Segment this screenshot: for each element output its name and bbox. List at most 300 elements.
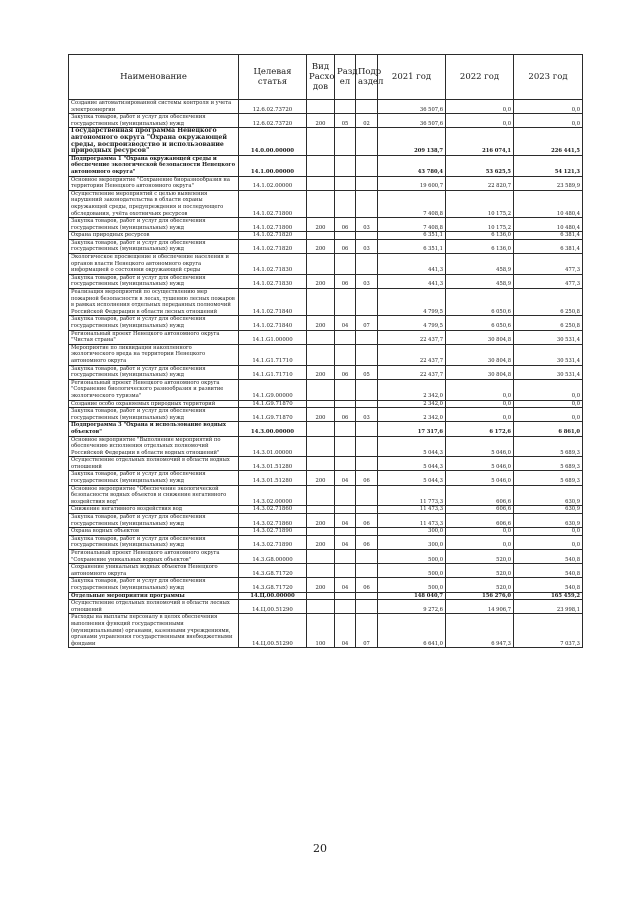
row-value-2021: 500,0 [378,550,446,564]
table-row [69,422,583,436]
row-subsection: 06 [356,578,378,592]
row-expense-kind [307,176,335,190]
col-header-target: Целевая статья [239,55,307,100]
row-value-2022: 6 050,6 [446,316,514,330]
row-name: Сохранение уникальных водных объектов Ненецкого автономного округа [69,564,239,578]
row-value-2021: 5 044,3 [378,471,446,485]
table-row [69,471,583,485]
table-row [69,578,583,592]
row-value-2021: 5 044,3 [378,436,446,457]
row-value-2022: 10 175,2 [446,218,514,232]
row-target-article: 14.3.G8.00000 [239,550,307,564]
row-subsection [356,155,378,176]
row-target-article: 14.1.02.71840 [239,289,307,316]
row-target-article: 14.3.00.00000 [239,422,307,436]
row-expense-kind [307,128,335,155]
row-value-2021: 2 342,0 [378,379,446,400]
row-target-article: 14.3.02.71860 [239,514,307,528]
row-target-article: 14.1.02.71800 [239,190,307,217]
row-value-2023: 6 381,4 [514,239,583,253]
row-section: 06 [335,239,356,253]
table-row [69,535,583,549]
row-subsection [356,457,378,471]
col-header-section: Разд ел [335,55,356,100]
row-subsection: 03 [356,274,378,288]
row-expense-kind [307,379,335,400]
row-value-2023: 477,3 [514,254,583,275]
row-value-2021: 43 780,4 [378,155,446,176]
row-subsection: 05 [356,365,378,379]
row-section: 06 [335,218,356,232]
row-expense-kind: 200 [307,535,335,549]
table-row [69,436,583,457]
row-section [335,564,356,578]
table-row [69,457,583,471]
row-value-2021: 17 317,6 [378,422,446,436]
table-row [69,614,583,648]
row-name: Региональный проект Ненецкого автономного округа "Сохранение биологического разнообразия и развитие экологического туризма" [69,379,239,400]
row-value-2022: 6 050,6 [446,289,514,316]
table-row [69,506,583,514]
row-value-2021: 22 437,7 [378,344,446,365]
row-value-2023: 630,9 [514,485,583,506]
table-row [69,400,583,408]
row-section [335,550,356,564]
row-value-2023: 10 480,4 [514,190,583,217]
col-header-2022: 2022 год [446,55,514,100]
row-value-2023: 5 689,3 [514,436,583,457]
row-value-2022: 30 804,8 [446,344,514,365]
row-subsection [356,232,378,240]
row-value-2021: 441,3 [378,274,446,288]
row-subsection [356,485,378,506]
table-row [69,485,583,506]
row-subsection [356,190,378,217]
row-value-2021: 7 408,8 [378,190,446,217]
row-name: Закупка товаров, работ и услуг для обеспечения государственных (муниципальных) нужд [69,471,239,485]
row-value-2022: 10 175,2 [446,190,514,217]
table-row [69,232,583,240]
row-value-2023: 6 250,8 [514,289,583,316]
row-target-article: 14.0.00.00000 [239,128,307,155]
row-section: 04 [335,514,356,528]
table-row [69,550,583,564]
row-expense-kind: 200 [307,218,335,232]
row-value-2021: 9 272,6 [378,600,446,614]
row-name: Региональный проект Ненецкого автономного округа "Сохранение уникальных водных объектов" [69,550,239,564]
row-value-2023: 630,9 [514,514,583,528]
row-value-2021: 11 473,3 [378,514,446,528]
row-target-article: 14.3.02.71860 [239,506,307,514]
row-value-2023: 30 531,4 [514,330,583,344]
table-row [69,528,583,536]
row-value-2022: 0,0 [446,114,514,128]
row-target-article: 14.3.02.71890 [239,535,307,549]
row-expense-kind [307,485,335,506]
table-row [69,600,583,614]
row-subsection [356,379,378,400]
row-expense-kind [307,190,335,217]
row-value-2021: 36 507,6 [378,100,446,114]
row-name: Создание автоматизированной системы контроля и учета электроэнергии [69,100,239,114]
row-value-2021: 22 437,7 [378,330,446,344]
row-value-2022: 156 276,0 [446,592,514,600]
row-section [335,528,356,536]
row-name: Закупка товаров, работ и услуг для обеспечения государственных (муниципальных) нужд [69,274,239,288]
row-value-2022: 0,0 [446,408,514,422]
row-target-article: 14.Ц.00.51290 [239,614,307,648]
row-name: Подпрограмма 3 "Охрана и использование водных объектов" [69,422,239,436]
row-expense-kind [307,550,335,564]
row-subsection [356,128,378,155]
row-target-article: 14.1.G9.71870 [239,408,307,422]
row-value-2022: 0,0 [446,379,514,400]
row-name: Закупка товаров, работ и услуг для обеспечения государственных (муниципальных) нужд [69,365,239,379]
row-section [335,254,356,275]
row-name: Отдельные мероприятия программы [69,592,239,600]
row-target-article: 14.1.02.71840 [239,316,307,330]
row-value-2023: 477,3 [514,274,583,288]
row-value-2023: 6 381,4 [514,232,583,240]
row-expense-kind [307,400,335,408]
row-value-2022: 6 172,6 [446,422,514,436]
row-section: 06 [335,274,356,288]
row-value-2021: 19 600,7 [378,176,446,190]
table-row [69,316,583,330]
row-subsection [356,254,378,275]
row-expense-kind: 200 [307,365,335,379]
col-header-kind: Вид Расхо дов [307,55,335,100]
row-expense-kind [307,564,335,578]
table-row [69,379,583,400]
row-subsection [356,422,378,436]
row-subsection [356,176,378,190]
row-subsection [356,344,378,365]
row-value-2022: 520,0 [446,578,514,592]
row-name: Закупка товаров, работ и услуг для обеспечения государственных (муниципальных) нужд [69,239,239,253]
row-target-article: 14.1.02.71800 [239,218,307,232]
row-subsection [356,506,378,514]
row-value-2023: 5 689,3 [514,471,583,485]
row-target-article: 14.1.G1.71710 [239,344,307,365]
row-value-2021: 441,3 [378,254,446,275]
row-value-2023: 226 441,5 [514,128,583,155]
row-section: 04 [335,578,356,592]
row-expense-kind [307,289,335,316]
row-name: Закупка товаров, работ и услуг для обеспечения государственных (муниципальных) нужд [69,114,239,128]
row-expense-kind: 200 [307,239,335,253]
row-name: Мероприятие по ликвидации накопленного экологического вреда на территории Ненецкого автономного округа [69,344,239,365]
row-section [335,600,356,614]
row-section [335,330,356,344]
row-name: Осуществление мероприятий с целью выявления нарушений законодательства в области охраны окружающей среды, предупреждения и последующего обследования, учёта охотничьих ресурсов [69,190,239,217]
row-expense-kind: 200 [307,316,335,330]
row-value-2023: 0,0 [514,400,583,408]
row-name: Экологическое просвещение и обеспечение населения и органов власти Ненецкого автономного округа информацией о состоянии окружающей среды [69,254,239,275]
row-value-2023: 30 531,4 [514,365,583,379]
row-section [335,128,356,155]
row-value-2023: 630,9 [514,506,583,514]
row-expense-kind [307,330,335,344]
row-target-article: 14.3.01.51280 [239,457,307,471]
row-target-article: 14.3.02.71890 [239,528,307,536]
row-subsection [356,330,378,344]
row-value-2022: 606,6 [446,514,514,528]
row-value-2023: 540,8 [514,564,583,578]
table-row [69,190,583,217]
row-value-2021: 2 342,0 [378,408,446,422]
row-section [335,592,356,600]
row-value-2021: 300,0 [378,535,446,549]
row-expense-kind: 200 [307,578,335,592]
row-value-2021: 36 507,6 [378,114,446,128]
table-row [69,176,583,190]
row-value-2022: 30 804,8 [446,365,514,379]
row-target-article: 14.1.02.71820 [239,232,307,240]
row-expense-kind: 200 [307,408,335,422]
row-name: Создание особо охраняемых природных территорий [69,400,239,408]
row-subsection [356,600,378,614]
row-value-2023: 0,0 [514,100,583,114]
row-target-article: 14.1.00.00000 [239,155,307,176]
table-row [69,344,583,365]
row-section: 04 [335,535,356,549]
row-name: Охрана природных ресурсов [69,232,239,240]
table-row [69,254,583,275]
row-value-2021: 11 773,3 [378,485,446,506]
table-row [69,274,583,288]
table-header-row [69,55,583,100]
row-value-2021: 300,0 [378,528,446,536]
row-expense-kind [307,232,335,240]
row-target-article: 14.3.01.51280 [239,471,307,485]
row-value-2023: 6 250,8 [514,316,583,330]
row-value-2023: 0,0 [514,408,583,422]
row-section: 04 [335,471,356,485]
row-target-article: 14.1.02.71830 [239,254,307,275]
row-value-2022: 0,0 [446,400,514,408]
row-section [335,457,356,471]
row-name: Закупка товаров, работ и услуг для обеспечения государственных (муниципальных) нужд [69,316,239,330]
row-value-2023: 0,0 [514,535,583,549]
row-value-2022: 606,6 [446,485,514,506]
row-value-2022: 458,9 [446,254,514,275]
row-value-2021: 5 044,3 [378,457,446,471]
row-name: Реализация мероприятий по осуществлению мер пожарной безопасности в лесах, тушению лесных пожаров в рамках исполнения отдельных переданных полномочий Российской Федерации в области лесных отношений [69,289,239,316]
row-value-2023: 7 037,3 [514,614,583,648]
row-target-article: 14.3.G8.71720 [239,578,307,592]
row-name: Закупка товаров, работ и услуг для обеспечения государственных (муниципальных) нужд [69,408,239,422]
row-section: 04 [335,316,356,330]
table-body [69,100,583,648]
row-target-article: 12.6.02.73720 [239,100,307,114]
row-expense-kind [307,254,335,275]
row-expense-kind: 200 [307,471,335,485]
row-subsection: 07 [356,316,378,330]
row-value-2023: 165 459,2 [514,592,583,600]
row-target-article: 14.1.02.71830 [239,274,307,288]
row-value-2022: 520,0 [446,550,514,564]
row-value-2021: 6 641,0 [378,614,446,648]
row-value-2022: 0,0 [446,535,514,549]
row-target-article: 14.Ц.00.00000 [239,592,307,600]
row-name: Государственная программа Ненецкого автономного округа "Охрана окружающей среды, воспроизводство и использование природных ресурсов" [69,128,239,155]
row-section [335,506,356,514]
col-header-2021: 2021 год [378,55,446,100]
row-name: Закупка товаров, работ и услуг для обеспечения государственных (муниципальных) нужд [69,218,239,232]
row-value-2022: 5 046,0 [446,436,514,457]
table-row [69,218,583,232]
row-subsection [356,289,378,316]
row-value-2021: 7 408,8 [378,218,446,232]
row-subsection: 06 [356,471,378,485]
row-subsection: 06 [356,535,378,549]
row-expense-kind [307,457,335,471]
row-value-2023: 540,8 [514,578,583,592]
row-target-article: 14.1.G9.71870 [239,400,307,408]
row-subsection: 06 [356,514,378,528]
table-row [69,114,583,128]
row-target-article: 14.1.G1.00000 [239,330,307,344]
row-section: 05 [335,114,356,128]
row-value-2023: 0,0 [514,114,583,128]
row-subsection [356,550,378,564]
table-row [69,564,583,578]
row-expense-kind: 200 [307,114,335,128]
row-name: Основное мероприятие "Сохранение биоразнообразия на территории Ненецкого автономного округа" [69,176,239,190]
table-row [69,239,583,253]
row-expense-kind [307,436,335,457]
table-row [69,514,583,528]
row-value-2022: 6 136,0 [446,239,514,253]
row-subsection [356,592,378,600]
row-value-2022: 0,0 [446,528,514,536]
row-value-2023: 0,0 [514,528,583,536]
row-value-2021: 148 040,7 [378,592,446,600]
table-row [69,289,583,316]
row-expense-kind [307,506,335,514]
row-section [335,422,356,436]
row-value-2023: 0,0 [514,379,583,400]
row-expense-kind [307,155,335,176]
row-value-2023: 10 480,4 [514,218,583,232]
row-name: Региональный проект Ненецкого автономного округа "Чистая страна" [69,330,239,344]
row-name: Основное мероприятие "Обеспечение экологической безопасности водных объектов и снижение негативного воздействия вод" [69,485,239,506]
table-row [69,592,583,600]
row-target-article: 14.1.G1.71710 [239,365,307,379]
row-value-2023: 6 861,0 [514,422,583,436]
row-expense-kind [307,592,335,600]
row-section [335,436,356,457]
row-section [335,485,356,506]
row-value-2023: 30 531,4 [514,344,583,365]
row-name: Охрана водных объектов [69,528,239,536]
row-section [335,379,356,400]
row-value-2022: 53 625,5 [446,155,514,176]
row-expense-kind [307,528,335,536]
row-section [335,344,356,365]
row-value-2022: 5 046,0 [446,471,514,485]
row-subsection: 02 [356,114,378,128]
row-value-2023: 54 121,3 [514,155,583,176]
row-value-2021: 6 351,1 [378,239,446,253]
row-target-article: 14.1.02.71820 [239,239,307,253]
row-value-2021: 4 799,5 [378,289,446,316]
col-header-subsection: Подр аздел [356,55,378,100]
row-value-2023: 23 998,1 [514,600,583,614]
row-subsection: 03 [356,408,378,422]
row-name: Закупка товаров, работ и услуг для обеспечения государственных (муниципальных) нужд [69,578,239,592]
row-name: Осуществление отдельных полномочий в области лесных отношений [69,600,239,614]
row-subsection: 03 [356,239,378,253]
row-target-article: 14.3.02.00000 [239,485,307,506]
row-value-2023: 23 589,9 [514,176,583,190]
row-subsection [356,436,378,457]
col-header-2023: 2023 год [514,55,583,100]
row-expense-kind: 200 [307,514,335,528]
page-number: 20 [313,842,327,855]
row-value-2023: 540,8 [514,550,583,564]
row-subsection: 03 [356,218,378,232]
row-value-2022: 520,0 [446,564,514,578]
row-value-2022: 5 046,0 [446,457,514,471]
row-section: 06 [335,408,356,422]
row-section [335,289,356,316]
row-value-2021: 6 351,1 [378,232,446,240]
table-row [69,155,583,176]
row-subsection [356,564,378,578]
table-row [69,330,583,344]
row-name: Закупка товаров, работ и услуг для обеспечения государственных (муниципальных) нужд [69,514,239,528]
row-target-article: 14.3.01.00000 [239,436,307,457]
row-value-2021: 209 138,7 [378,128,446,155]
row-expense-kind [307,600,335,614]
row-section [335,190,356,217]
row-target-article: 14.3.G8.71720 [239,564,307,578]
row-name: Расходы на выплаты персоналу в целях обеспечения выполнения функций государственными (муниципальными) органами, казенными учреждениями, органами управления государственными внебюджетными фондами [69,614,239,648]
row-value-2021: 2 342,0 [378,400,446,408]
table-row [69,408,583,422]
row-target-article: 14.Ц.00.51290 [239,600,307,614]
row-section: 04 [335,614,356,648]
row-section [335,176,356,190]
row-value-2021: 500,0 [378,564,446,578]
row-expense-kind [307,100,335,114]
row-name: Закупка товаров, работ и услуг для обеспечения государственных (муниципальных) нужд [69,535,239,549]
table-row [69,128,583,155]
row-value-2022: 14 906,7 [446,600,514,614]
row-value-2022: 606,6 [446,506,514,514]
row-subsection [356,528,378,536]
row-section [335,100,356,114]
row-value-2022: 6 136,0 [446,232,514,240]
row-value-2022: 0,0 [446,100,514,114]
row-expense-kind [307,422,335,436]
row-value-2021: 500,0 [378,578,446,592]
row-subsection [356,400,378,408]
table-row [69,100,583,114]
row-name: Подпрограмма 1 "Охрана окружающей среды и обеспечение экологической безопасности Ненецкого автономного округа" [69,155,239,176]
row-expense-kind [307,344,335,365]
row-subsection [356,100,378,114]
row-value-2022: 30 804,8 [446,330,514,344]
row-expense-kind: 200 [307,274,335,288]
row-section: 06 [335,365,356,379]
row-expense-kind: 100 [307,614,335,648]
row-name: Снижение негативного воздействия вод [69,506,239,514]
budget-table [68,54,583,648]
table-row [69,365,583,379]
